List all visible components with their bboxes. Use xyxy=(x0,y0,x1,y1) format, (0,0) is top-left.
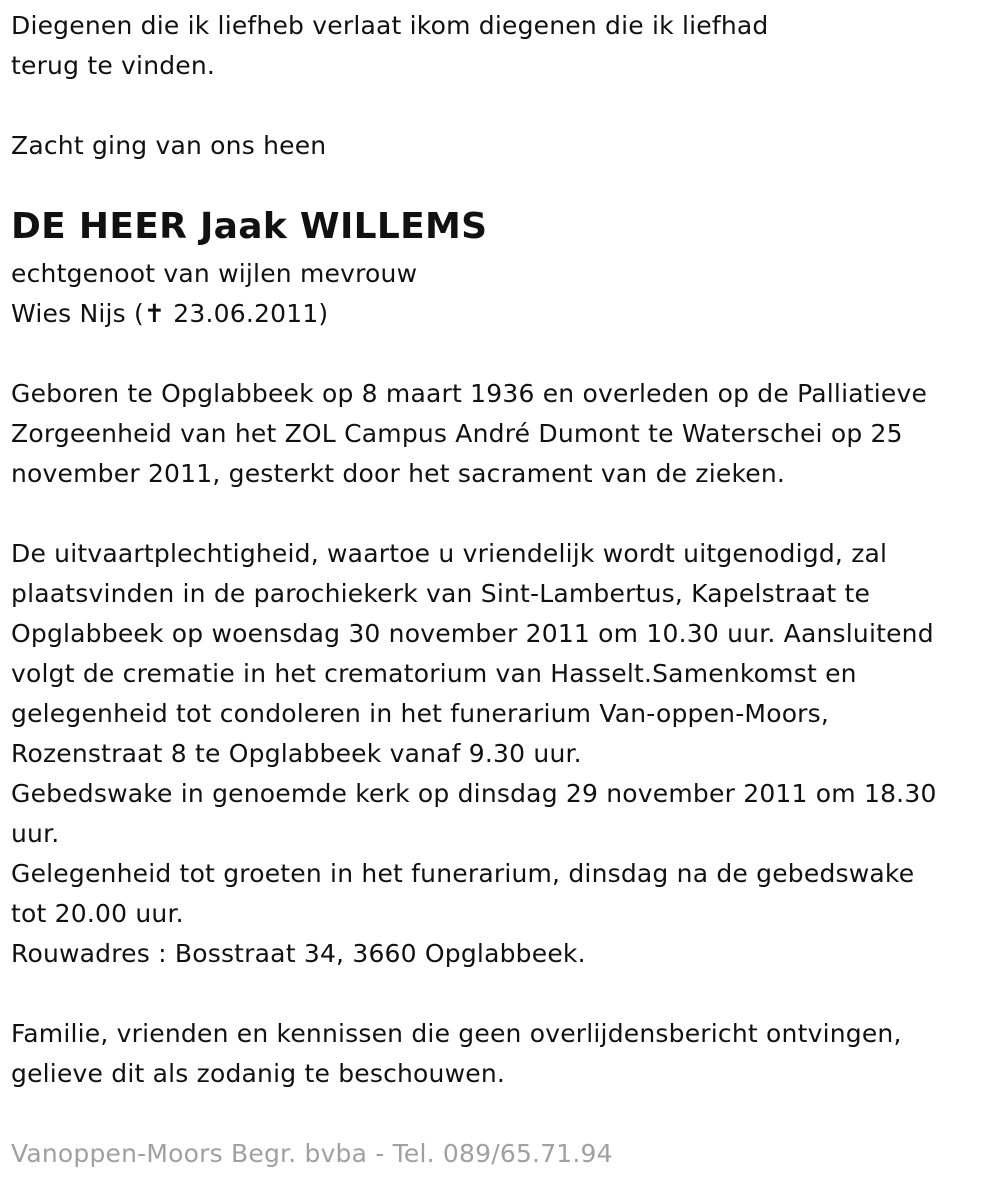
ceremony-line: plaatsvinden in de parochiekerk van Sint-Lambertus, Kapelstraat te xyxy=(11,579,871,608)
motto-line: Diegenen die ik liefheb verlaat ikom diegenen die ik liefhad xyxy=(11,11,769,40)
birth-death-line: Geboren te Opglabbeek op 8 maart 1936 en overleden op de Palliatieve xyxy=(11,379,928,408)
ceremony-line: Rozenstraat 8 te Opglabbeek vanaf 9.30 uur. xyxy=(11,739,582,768)
closing-line: gelieve dit als zodanig te beschouwen. xyxy=(11,1059,506,1088)
ceremony-line: tot 20.00 uur. xyxy=(11,899,184,928)
ceremony-line: volgt de crematie in het crematorium van Hasselt.Samenkomst en xyxy=(11,659,857,688)
ceremony-line: De uitvaartplechtigheid, waartoe u vriendelijk wordt uitgenodigd, zal xyxy=(11,539,888,568)
spouse-line: Wies Nijs (✝ 23.06.2011) xyxy=(11,299,329,328)
intro-text: Zacht ging van ons heen xyxy=(11,131,327,160)
birth-death-line: november 2011, gesterkt door het sacrament van de zieken. xyxy=(11,459,786,488)
ceremony-line: Gelegenheid tot groeten in het funerarium, dinsdag na de gebedswake xyxy=(11,859,915,888)
spouse-line: echtgenoot van wijlen mevrouw xyxy=(11,259,418,288)
birth-death-line: Zorgeenheid van het ZOL Campus André Dumont te Waterschei op 25 xyxy=(11,419,903,448)
deceased-name: DE HEER Jaak WILLEMS xyxy=(11,206,488,247)
motto-line: terug te vinden. xyxy=(11,51,216,80)
ceremony-line: Gebedswake in genoemde kerk op dinsdag 29 november 2011 om 18.30 xyxy=(11,779,937,808)
closing-line: Familie, vrienden en kennissen die geen overlijdensbericht ontvingen, xyxy=(11,1019,902,1048)
ceremony-line: gelegenheid tot condoleren in het funerarium Van-oppen-Moors, xyxy=(11,699,830,728)
ceremony-line: Rouwadres : Bosstraat 34, 3660 Opglabbeek. xyxy=(11,939,586,968)
funeral-home-footer: Vanoppen-Moors Begr. bvba - Tel. 089/65.71.94 xyxy=(11,1139,613,1168)
ceremony-line: Opglabbeek op woensdag 30 november 2011 om 10.30 uur. Aansluitend xyxy=(11,619,934,648)
ceremony-line: uur. xyxy=(11,819,60,848)
